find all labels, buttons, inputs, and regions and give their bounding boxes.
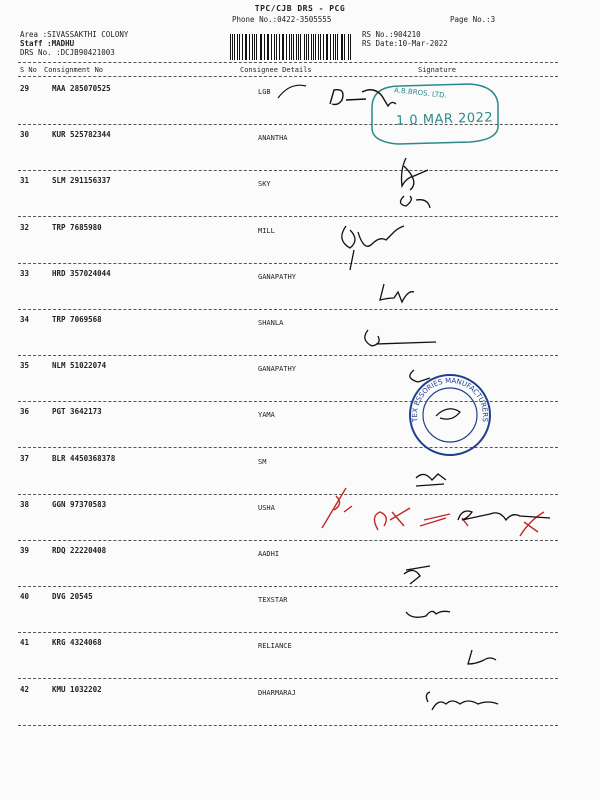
barcode-bar — [337, 34, 338, 60]
row-consignee-name: LGB — [258, 88, 271, 96]
row-consignee-name: SKY — [258, 180, 271, 188]
row-consignee-name: MILL — [258, 227, 275, 235]
row-divider — [18, 355, 558, 356]
row-consignment-number: SLM 291156337 — [52, 176, 111, 185]
row-divider — [18, 586, 558, 587]
signature-37 — [416, 474, 446, 486]
sheet-title: TPC/CJB DRS - PCG — [254, 4, 346, 13]
row-sno: 38 — [20, 500, 30, 509]
row-sno: 39 — [20, 546, 30, 555]
row-consignment-number: TRP 7069568 — [52, 315, 102, 324]
date-stamp-company: A.B.BROS. LTD. — [393, 86, 448, 100]
return-marks-red — [322, 488, 544, 536]
signature-41 — [468, 650, 496, 664]
signature-39 — [404, 566, 430, 584]
signature-42 — [426, 692, 498, 710]
row-consignee-name: AADHI — [258, 550, 280, 558]
staff-label: Staff :MADHU — [20, 39, 75, 48]
row-consignee-name: DHARMARAJ — [258, 689, 296, 697]
row-sno: 37 — [20, 454, 30, 463]
barcode — [230, 34, 352, 60]
barcode-bar — [335, 34, 336, 60]
row-sno: 35 — [20, 361, 30, 370]
row-consignment-number: TRP 7685980 — [52, 223, 102, 232]
row-sno: 33 — [20, 269, 30, 278]
row-consignment-number: RDQ 22220408 — [52, 546, 107, 555]
row-consignee-name: TEXSTAR — [258, 596, 288, 604]
row-sno: 41 — [20, 638, 30, 647]
row-consignment-number: HRD 357024044 — [52, 269, 111, 278]
row-sno: 36 — [20, 407, 30, 416]
row-consignee-name: SM — [258, 458, 267, 466]
signature-33 — [380, 284, 414, 302]
row-consignee-name: USHA — [258, 504, 275, 512]
row-consignment-number: NLM 51022074 — [52, 361, 107, 370]
date-stamp-date: 1 0 MAR 2022 — [395, 110, 494, 129]
row-divider — [18, 447, 558, 448]
rs-date: RS Date:10-Mar-2022 — [362, 39, 448, 48]
row-sno: 30 — [20, 130, 30, 139]
barcode-bar — [296, 34, 297, 60]
row-sno: 29 — [20, 84, 30, 93]
barcode-bar — [271, 34, 272, 60]
area-label: Area :SIVASSAKTHI COLONY — [20, 30, 129, 39]
barcode-bar — [327, 34, 328, 60]
barcode-bar — [350, 34, 351, 60]
row-consignment-number: KUR 525782344 — [52, 130, 111, 139]
row-divider — [18, 678, 558, 679]
row-consignee-name: GANAPATHY — [258, 365, 296, 373]
barcode-bar — [304, 34, 305, 60]
row-divider — [18, 170, 558, 171]
seal-text: TEX ESSORIES MANUFACTURERS — [410, 376, 490, 423]
row-divider — [18, 309, 558, 310]
row-divider — [18, 401, 558, 402]
row-divider — [18, 632, 558, 633]
row-consignee-name: SHANLA — [258, 319, 284, 327]
signature-31 — [400, 196, 430, 208]
signature-30 — [402, 158, 429, 190]
column-header-consignment: Consignment No — [44, 66, 104, 74]
barcode-bar — [279, 34, 280, 60]
row-sno: 34 — [20, 315, 30, 324]
header-divider-top — [18, 62, 558, 63]
phone-number: Phone No.:0422-3505555 — [232, 15, 332, 24]
barcode-bar — [320, 34, 321, 60]
barcode-bar — [237, 34, 238, 60]
row-divider — [18, 540, 558, 541]
row-consignee-name: RELIANCE — [258, 642, 292, 650]
row-consignment-number: KMU 1032202 — [52, 685, 102, 694]
row-sno: 31 — [20, 176, 30, 185]
signature-32 — [342, 226, 404, 248]
barcode-bar — [318, 34, 319, 60]
signature-40 — [406, 611, 450, 617]
page-number: Page No.:3 — [450, 15, 496, 24]
drs-number: DRS No. :DCJB90421003 — [20, 48, 115, 57]
row-divider — [18, 263, 558, 264]
column-header-consignee: Consignee Details — [240, 66, 312, 74]
row-sno: 42 — [20, 685, 30, 694]
signature-29a — [278, 85, 306, 98]
row-consignment-number: MAA 285070525 — [52, 84, 111, 93]
row-divider — [18, 216, 558, 217]
barcode-bar — [264, 34, 265, 60]
row-consignee-name: YAMA — [258, 411, 275, 419]
barcode-bar — [230, 34, 231, 60]
row-consignee-name: GANAPATHY — [258, 273, 296, 281]
row-sno: 32 — [20, 223, 30, 232]
signature-35 — [410, 370, 430, 382]
barcode-bar — [344, 34, 345, 60]
row-consignment-number: BLR 4450368378 — [52, 454, 116, 463]
row-divider — [18, 494, 558, 495]
signature-38 — [458, 511, 550, 520]
row-consignment-number: GGN 97370583 — [52, 500, 107, 509]
header-divider-bottom — [18, 76, 558, 77]
barcode-bar — [239, 34, 240, 60]
barcode-bar — [252, 34, 253, 60]
column-header-signature: Signature — [418, 66, 456, 74]
barcode-bar — [289, 34, 290, 60]
signature-34 — [365, 330, 436, 346]
barcode-bar — [276, 34, 277, 60]
barcode-bar — [256, 34, 257, 60]
row-consignee-name: ANANTHA — [258, 134, 288, 142]
row-consignment-number: KRG 4324068 — [52, 638, 102, 647]
company-seal — [410, 375, 490, 455]
rs-number: RS No.:904210 — [362, 30, 421, 39]
barcode-bar — [293, 34, 294, 60]
signature-29b — [330, 90, 396, 106]
row-consignment-number: PGT 3642173 — [52, 407, 102, 416]
barcode-bar — [311, 34, 312, 60]
column-header-sno: S No — [20, 66, 37, 74]
row-consignment-number: DVG 20545 — [52, 592, 93, 601]
barcode-bar — [249, 34, 250, 60]
row-divider — [18, 725, 558, 726]
row-sno: 40 — [20, 592, 30, 601]
